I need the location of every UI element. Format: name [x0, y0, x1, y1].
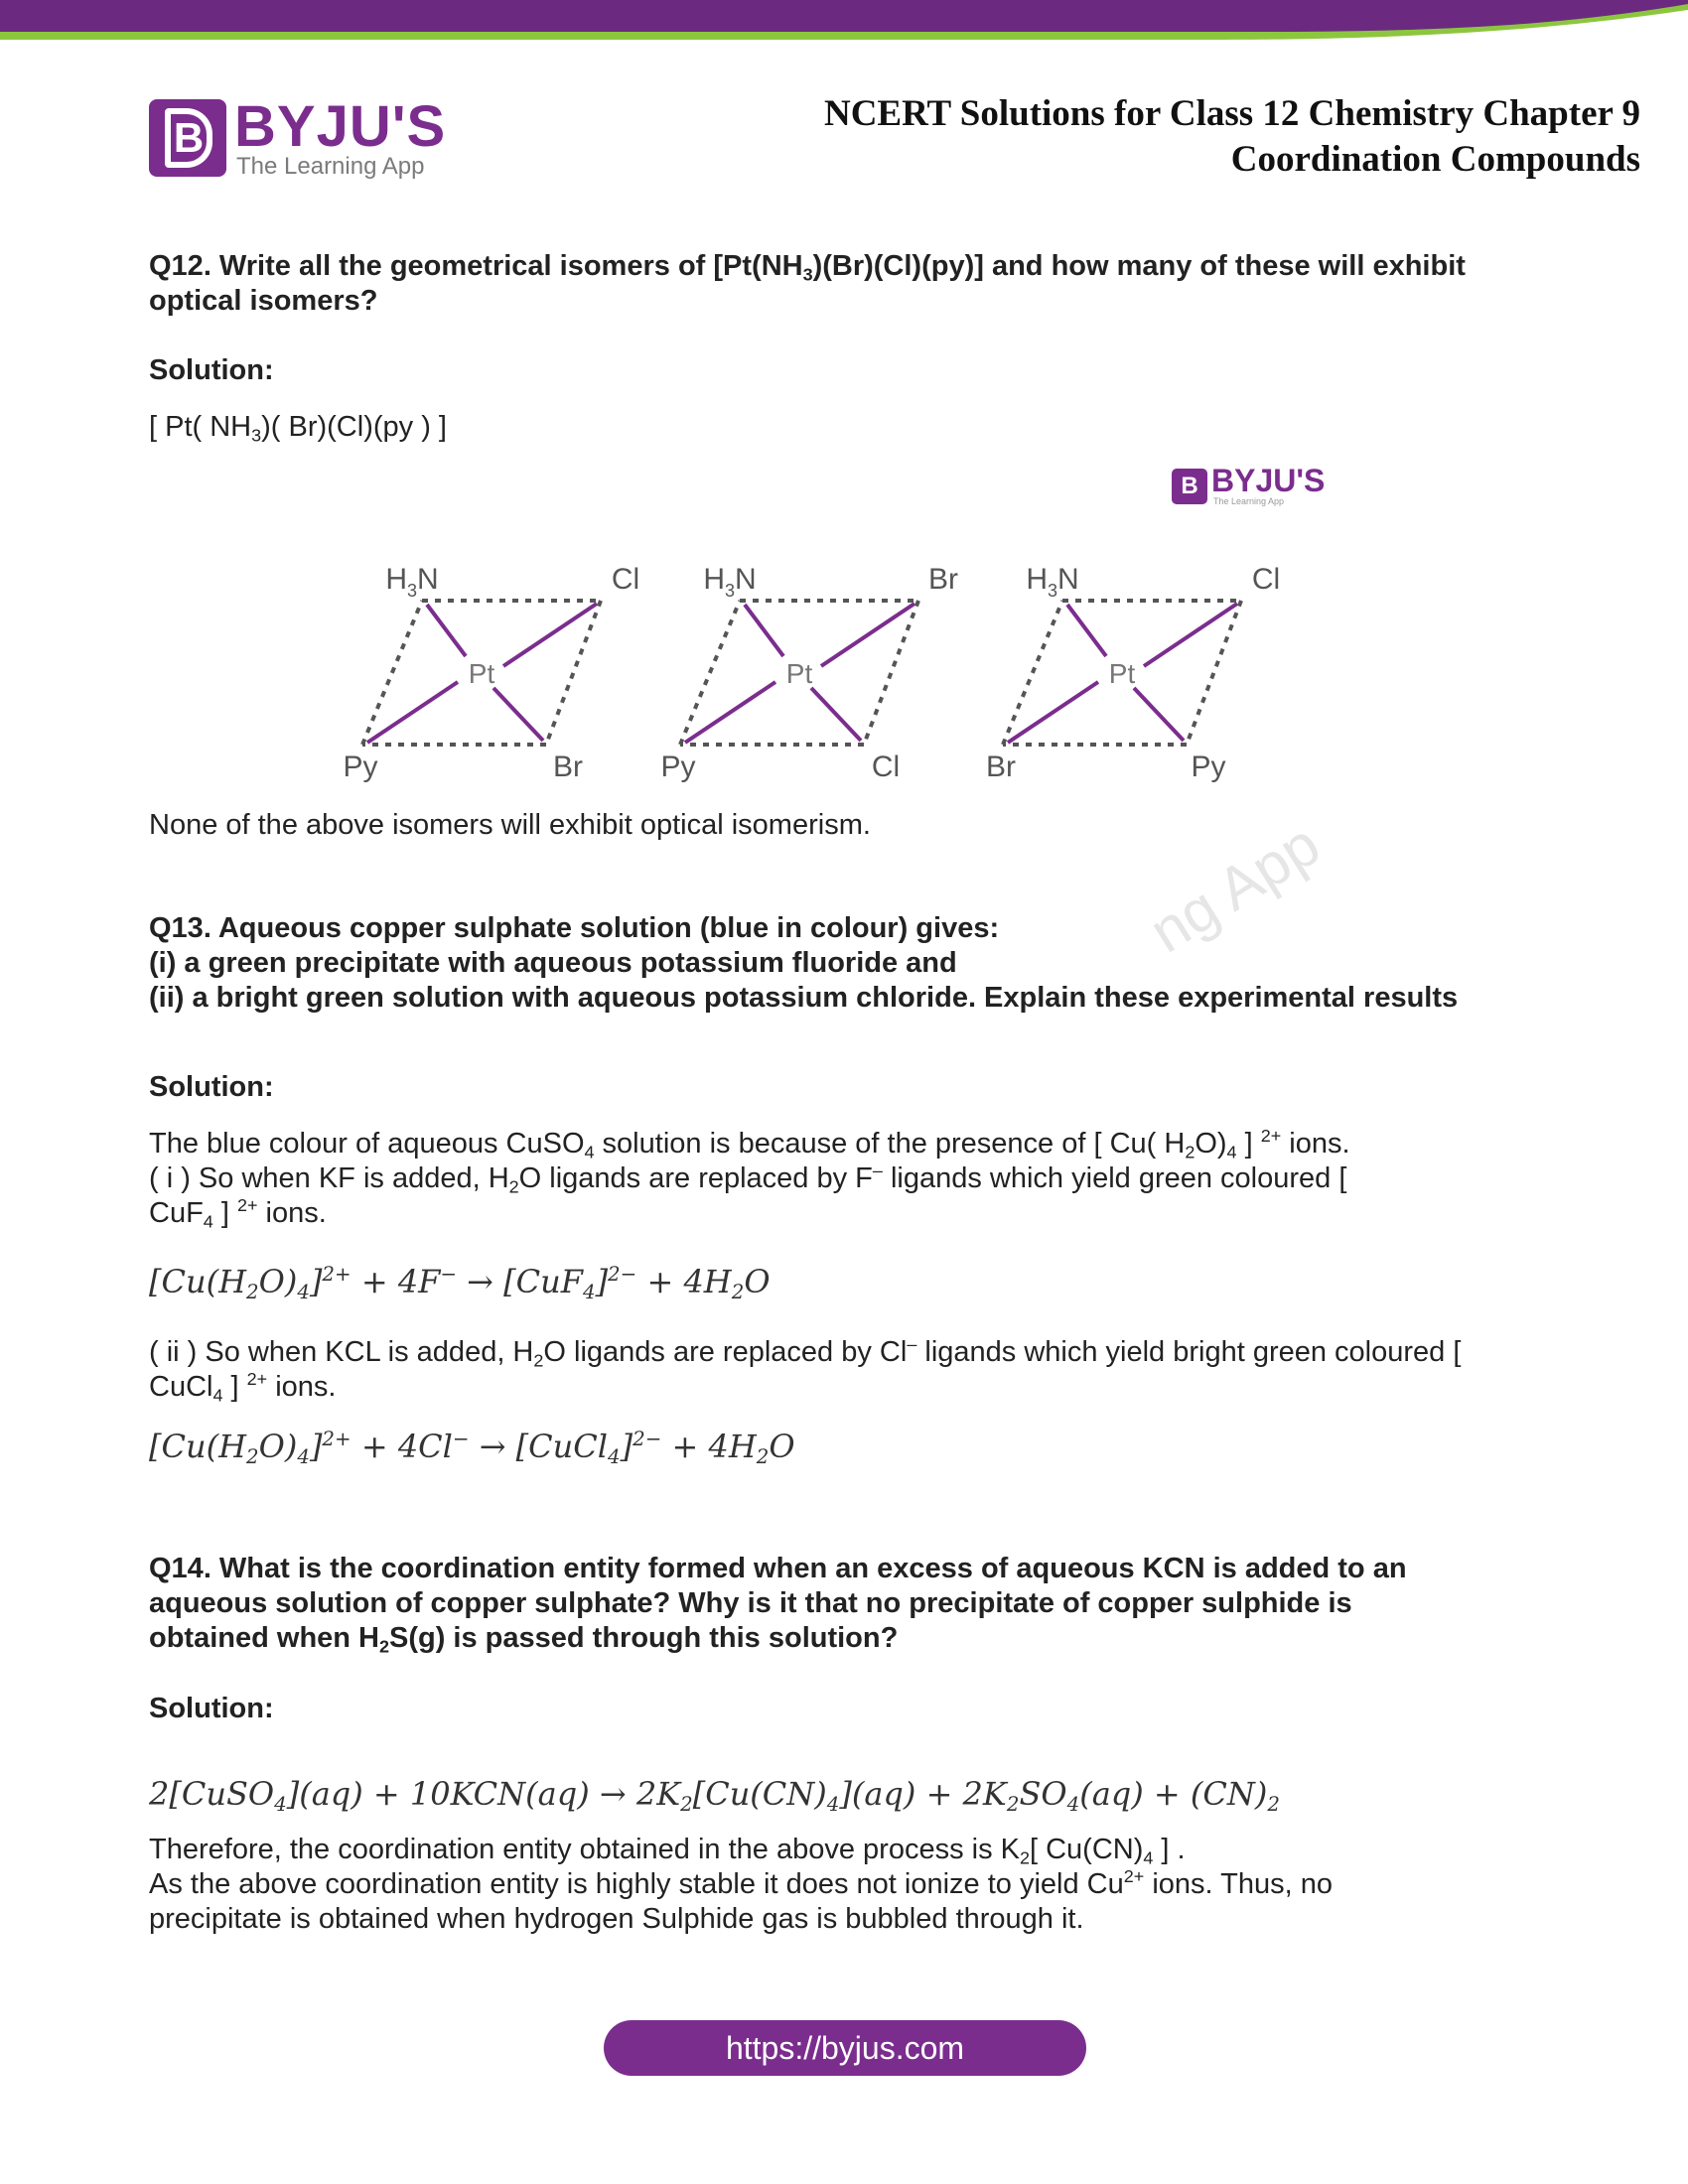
watermark-logo [1172, 463, 1326, 510]
isomer-2-edge-left [680, 601, 740, 745]
watermark-text: ng App [1138, 810, 1332, 966]
byjus-logo [149, 94, 447, 180]
q12-formula: [ Pt( $NH_3$)( Br)(Cl)(py ) ] [149, 411, 447, 446]
header-band [0, 0, 1688, 60]
isomer-2-label-top-right: Br [928, 563, 958, 596]
q12-question: Q12. Write all the geometrical isomers of $[Pt(NH_3)(Br)(Cl)(py)]$ and how many of these will exhibit optical isomers? [149, 250, 1466, 317]
q14-answer: Therefore, the coordination entity obtained in the above process is $K_2$[ $Cu(CN)_4$ ] . As the above coordination entity is highly stable it does not ionize to yield $Cu^{2+}$ ions. Thus, no precipitate is obtained when hydrogen Sulphide gas is bubbled through it. [149, 1834, 1333, 1935]
isomer-1-bond-tl [427, 605, 466, 656]
isomer-1-label-top-left: $H_3N$ [385, 563, 439, 601]
isomer-1-bond-tr [503, 604, 597, 666]
watermark-logo-tag: The Learning App [1213, 496, 1285, 506]
isomer-3-edge-right [1187, 601, 1241, 745]
q13-question: Q13. Aqueous copper sulphate solution (blue in colour) gives: (i) a green precipitate with aqueous potassium fluoride and (ii) a bright green solution with aqueous potassium chloride. Explain these experimental results [149, 912, 1459, 1014]
isomer-2-bond-br [811, 688, 861, 741]
isomer-3-label-top-left: $H_3N$ [1026, 563, 1079, 601]
page-title [824, 91, 1640, 183]
isomer-3-center-label: Pt [1108, 658, 1136, 689]
q13-solution-label: Solution: [149, 1071, 274, 1103]
logo-letter: B [165, 108, 212, 168]
q13-intro: The blue colour of aqueous CuSO$_4$ solution is because of the presence of [ Cu( $H_2O)_4$ ] $^{2+}$ ions. [149, 1126, 1350, 1162]
isomer-1-label-top-right: Cl [611, 563, 640, 596]
logo-mark [149, 99, 226, 177]
isomer-3-edge-left [1003, 601, 1062, 745]
isomer-2-label-bottom-right: Cl [871, 751, 901, 783]
page-title-line2: Coordination Compounds [1230, 139, 1640, 180]
page-title-line1: NCERT Solutions for Class 12 Chemistry Chapter 9 [823, 93, 1640, 134]
isomer-2-edge-right [864, 601, 918, 745]
isomer-3-label-bottom-right: Py [1191, 751, 1226, 783]
logo-name: BYJU'S [234, 94, 447, 159]
q14-solution-label: Solution: [149, 1693, 274, 1724]
isomer-1-center-label: Pt [468, 658, 495, 689]
logo-tagline: The Learning App [236, 153, 425, 180]
isomer-3-bond-bl [1008, 682, 1098, 743]
isomer-3-label-top-right: Cl [1251, 563, 1281, 596]
q12-conclusion: None of the above isomers will exhibit optical isomerism. [149, 809, 871, 841]
isomer-2-label-top-left: $H_3N$ [703, 563, 757, 601]
isomer-2-label-bottom-left: Py [660, 751, 696, 783]
isomer-3-bond-tl [1067, 605, 1106, 656]
q14-question: Q14. What is the coordination entity formed when an excess of aqueous KCN is added to an aqueous solution of copper sulphate? Why is it that no precipitate of copper sulphide is obtained when $H_2S(g)$ is passed through this solution? [149, 1553, 1407, 1657]
isomer-2-bond-tr [821, 604, 914, 666]
q13-equation-2: $[Cu(H_2O)_4]^{2+} + 4Cl^-$ → [CuCl$_4$]$^{2-}$ + $4H_2O$ [149, 1428, 795, 1468]
isomer-1-bond-bl [367, 682, 458, 743]
isomer-1-label-bottom-right: Br [553, 751, 583, 783]
q12-solution-label: Solution: [149, 354, 274, 386]
isomer-1-edge-right [546, 601, 601, 745]
watermark-logo-mark: B [1172, 469, 1207, 504]
q13-equation-1: $[Cu(H_2O)_4]^{2+} + 4F^- \to [CuF_4]^{2-} + 4H_2O$ [149, 1263, 771, 1303]
isomer-2-bond-bl [685, 682, 775, 743]
q13-part1: ( i ) So when KF is added, $H_2O$ ligands are replaced by F– ligands which yield green coloured [ CuF$_4$ ] $^{2+}$ ions. [149, 1160, 1347, 1232]
isomer-2-center-label: Pt [785, 658, 813, 689]
isomer-3-bond-br [1134, 688, 1184, 741]
website-link[interactable]: https://byjus.com [604, 2020, 1086, 2076]
isomer-1-edge-left [362, 601, 422, 745]
isomer-diagram [328, 536, 1321, 794]
q13-part2: ( ii ) So when KCL is added, $H_2O$ ligands are replaced by Cl– ligands which yield bright green coloured [ CuCl$_4$ ] $^{2+}$ ions. [149, 1334, 1462, 1406]
isomer-1-label-bottom-left: Py [343, 751, 378, 783]
isomer-1-bond-br [493, 688, 543, 741]
isomer-3-label-bottom-left: Br [986, 751, 1016, 783]
isomer-2-bond-tl [745, 605, 783, 656]
watermark-logo-name: BYJU'S [1211, 463, 1326, 498]
isomer-3-bond-tr [1144, 604, 1237, 666]
q14-equation: 2[CuSO$_4$](aq) + $10KCN(aq) \to 2K_2[Cu(CN)_4](aq) + 2K_2SO_4(aq) + (CN)_2$ [149, 1775, 1280, 1816]
